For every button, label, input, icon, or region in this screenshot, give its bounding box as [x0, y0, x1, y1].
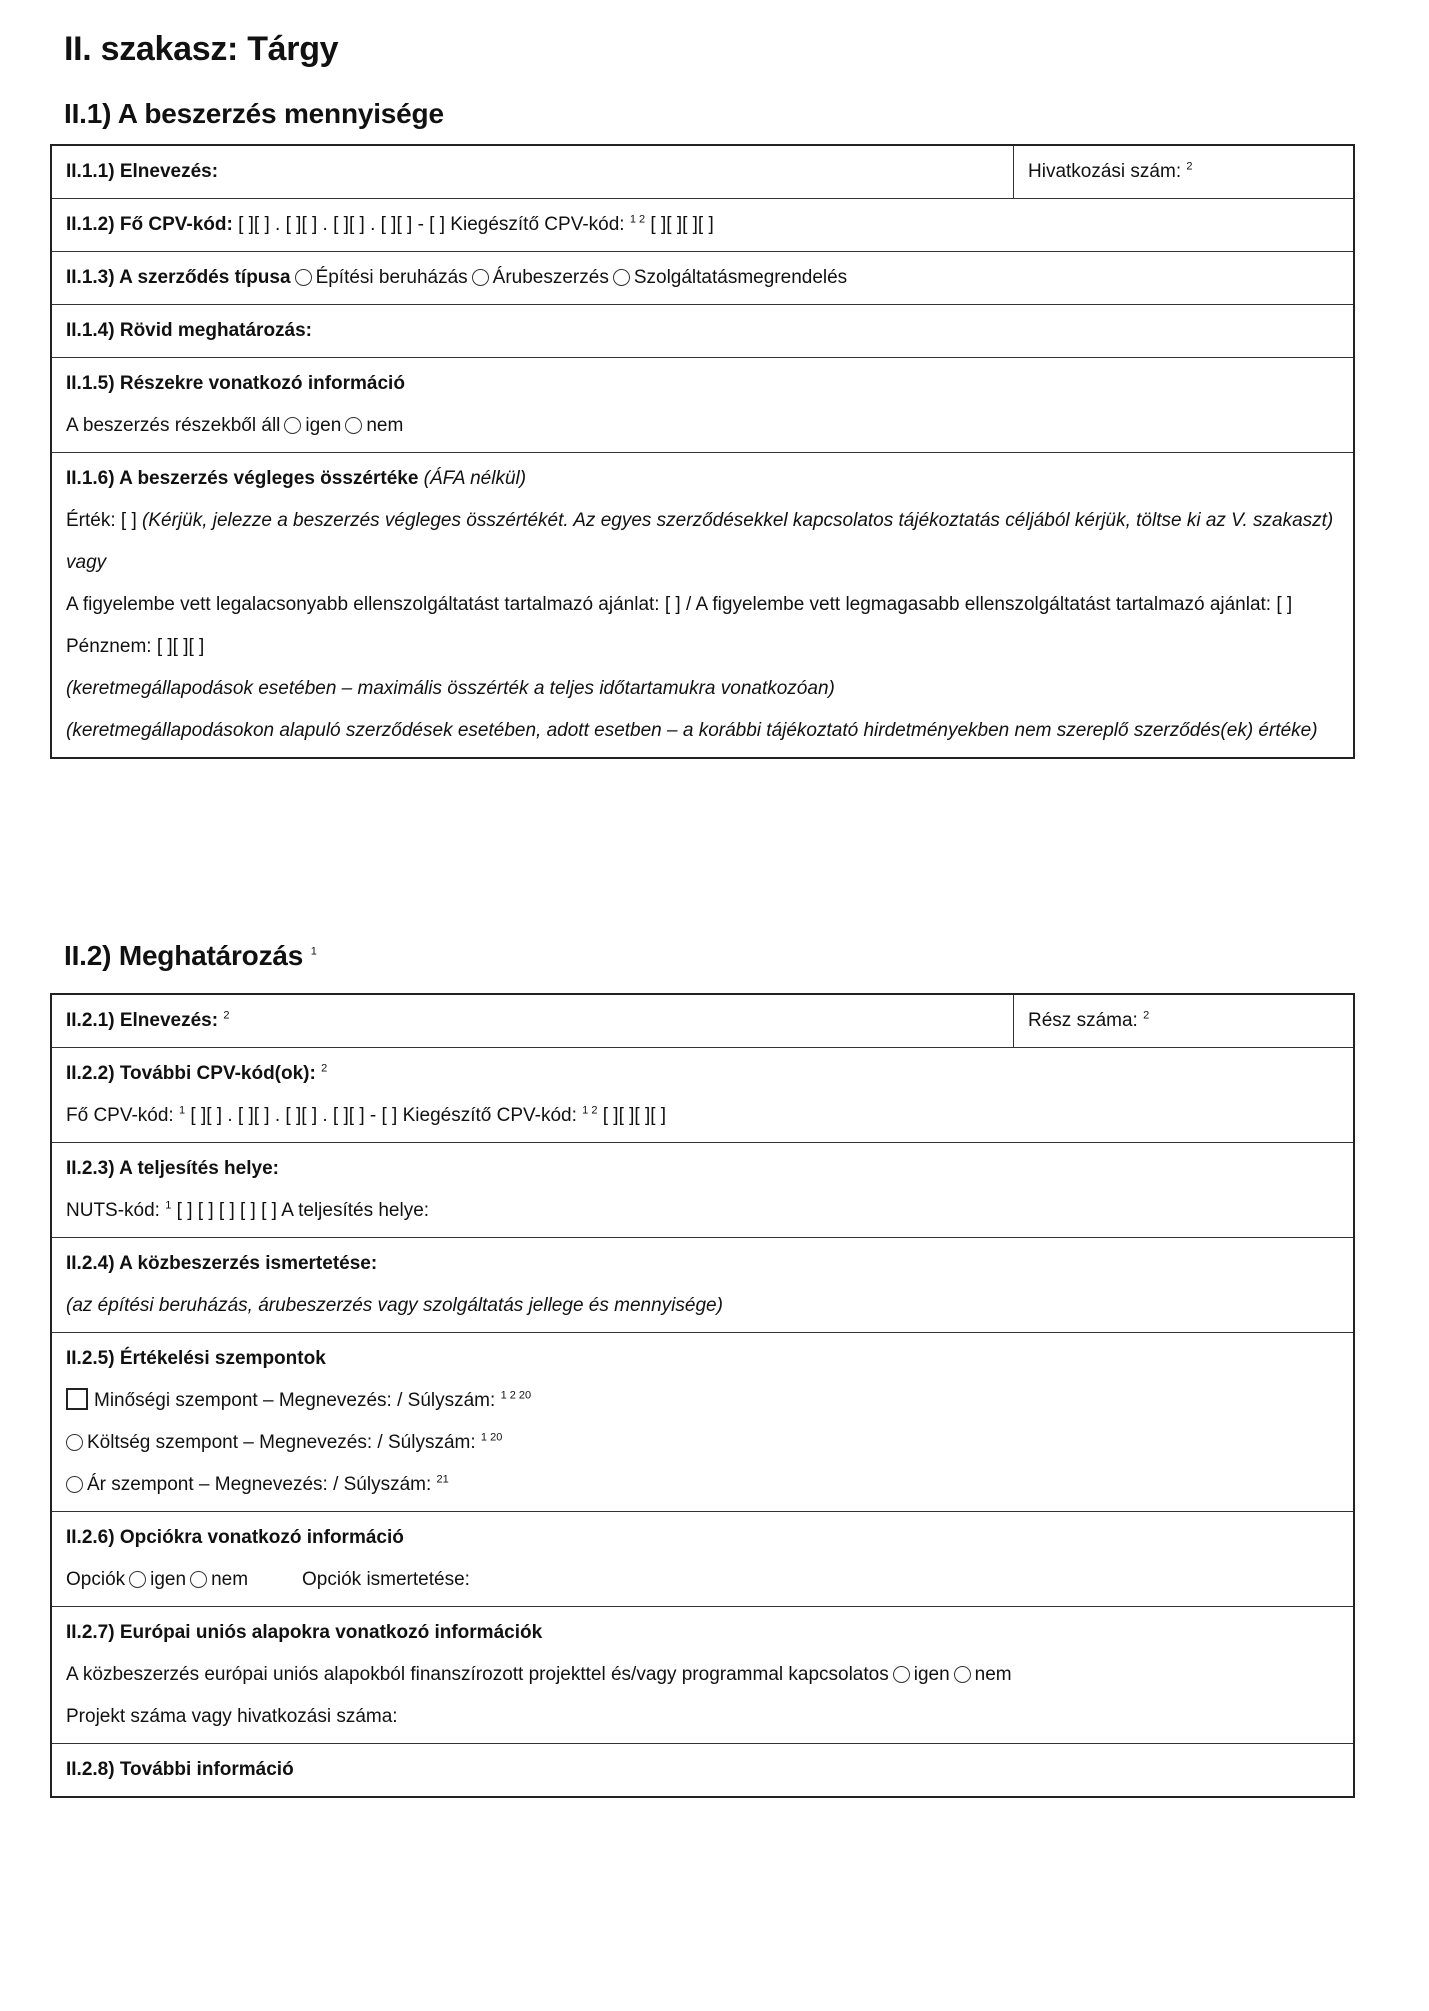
additional-info-label: II.2.8) További információ	[66, 1759, 294, 1780]
or-text: vagy	[66, 552, 107, 573]
main-cpv-code: [ ][ ] . [ ][ ] . [ ][ ] . [ ][ ] - [ ]	[238, 214, 446, 235]
lots-text: A beszerzés részekből áll	[66, 415, 281, 436]
option-services-label: Szolgáltatásmegrendelés	[633, 267, 848, 288]
eu-funds-label: II.2.7) Európai uniós alapokra vonatkozó információk	[66, 1622, 543, 1643]
table-quantity	[50, 144, 1355, 759]
radio-eu-yes[interactable]	[893, 1666, 910, 1683]
value-field: Érték: [ ]	[66, 510, 137, 531]
short-description-label: II.1.4) Rövid meghatározás:	[66, 320, 313, 341]
lot-number-label: Rész száma:	[1028, 1010, 1138, 1031]
contract-type-label: II.1.3) A szerződés típusa	[66, 267, 291, 288]
procurement-description-label: II.2.4) A közbeszerzés ismertetése:	[66, 1253, 378, 1274]
supp-cpv-code: [ ][ ][ ][ ]	[650, 214, 714, 235]
row-options: II.2.6) Opciókra vonatkozó információ Opciók igen nem Opciók ismertetése:	[52, 1511, 1353, 1606]
place-label: II.2.3) A teljesítés helye:	[66, 1158, 279, 1179]
row-award-criteria: II.2.5) Értékelési szempontok Minőségi szempont – Megnevezés: / Súlyszám: $^{1 2 20}$ Költség szempont – Megnevezés: / Súlyszám: $^{1 20}$ Ár szempont – Megnevezés: / Súlyszám: $^{21}$	[52, 1332, 1353, 1511]
radio-works[interactable]	[295, 269, 312, 286]
radio-options-yes[interactable]	[129, 1571, 146, 1588]
row-procurement-description: II.2.4) A közbeszerzés ismertetése: (az építési beruházás, árubeszerzés vagy szolgáltatás jellege és mennyisége)	[52, 1237, 1353, 1332]
row-cpv: II.1.2) Fő CPV-kód: [ ][ ] . [ ][ ] . [ ][ ] . [ ][ ] - [ ] Kiegészítő CPV-kód: $^{1 2}$ [ ][ ][ ][ ]	[52, 198, 1353, 251]
radio-price[interactable]	[66, 1476, 83, 1493]
radio-lots-yes[interactable]	[284, 417, 301, 434]
row-additional-cpv: II.2.2) További CPV-kód(ok): $^2$ Fő CPV-kód: $^1$ [ ][ ] . [ ][ ] . [ ][ ] . [ ][ ] - [ ] Kiegészítő CPV-kód: $^{1 2}$ [ ][ ][ ][ ]	[52, 1047, 1353, 1142]
heading-description: II.2) Meghatározás $^1$	[64, 940, 317, 971]
reference-number-label: Hivatkozási szám:	[1028, 161, 1182, 182]
row-total-value: II.1.6) A beszerzés végleges összértéke (ÁFA nélkül) Érték: [ ] (Kérjük, jelezze a beszerzés végleges összértékét. Az egyes szerződésekkel kapcsolatos tájékoztatás céljából kérjük, töltse ki az V. szakaszt) vagy A figyelembe vett legalacsonyabb ellenszolgáltatást tartalmazó ajánlat: [ ] / A figyelembe vett legmagasabb ellenszolgáltatást tartalmazó ajánlat: [ ] Pénznem: [ ][ ][ ] (keretmegállapodások esetében – maximális összérték a teljes időtartamukra vonatkozóan) (keretmegállapodásokon alapuló szerződések esetében, adott esetben – a korábbi tájékoztató hirdetményekben nem szereplő szerződés(ek) értéke)	[52, 452, 1353, 757]
table-description	[50, 993, 1355, 1798]
row-additional-info	[52, 1743, 1353, 1796]
field-title-label: II.1.1) Elnevezés:	[66, 161, 219, 182]
framework-note: (keretmegállapodások esetében – maximális összérték a teljes időtartamukra vonatkozóan)	[66, 678, 835, 699]
award-criteria-label: II.2.5) Értékelési szempontok	[66, 1348, 326, 1369]
row-lot-title: II.2.1) Elnevezés: $^2$ Rész száma: $^2$	[52, 995, 1353, 1047]
section-title: II. szakasz: Tárgy	[64, 30, 339, 68]
options-description-label: Opciók ismertetése:	[302, 1569, 470, 1590]
row-title: II.1.1) Elnevezés: Hivatkozási szám: $^2$	[52, 146, 1353, 198]
row-lots: II.1.5) Részekre vonatkozó információ A beszerzés részekből áll igen nem	[52, 357, 1353, 452]
supp-cpv-label: Kiegészítő CPV-kód:	[450, 214, 625, 235]
row-short-description	[52, 304, 1353, 357]
radio-options-no[interactable]	[190, 1571, 207, 1588]
radio-services[interactable]	[613, 269, 630, 286]
radio-supplies[interactable]	[472, 269, 489, 286]
checkbox-quality[interactable]	[66, 1388, 88, 1410]
radio-cost[interactable]	[66, 1434, 83, 1451]
row-contract-type	[52, 251, 1353, 304]
row-place: II.2.3) A teljesítés helye: NUTS-kód: $^1$ [ ] [ ] [ ] [ ] [ ] A teljesítés helye:	[52, 1142, 1353, 1237]
row-eu-funds: II.2.7) Európai uniós alapokra vonatkozó információk A közbeszerzés európai uniós alapokból finanszírozott projekttel és/vagy programmal kapcsolatos igen nem Projekt száma vagy hivatkozási száma:	[52, 1606, 1353, 1743]
value-range: A figyelembe vett legalacsonyabb ellenszolgáltatást tartalmazó ajánlat: [ ] / A figyelembe vett legmagasabb ellenszolgáltatást tartalmazó ajánlat: [ ]	[66, 594, 1293, 615]
radio-lots-no[interactable]	[345, 417, 362, 434]
options-label: II.2.6) Opciókra vonatkozó információ	[66, 1527, 404, 1548]
additional-cpv-label: II.2.2) További CPV-kód(ok):	[66, 1063, 316, 1084]
radio-eu-no[interactable]	[954, 1666, 971, 1683]
framework-contracts-note: (keretmegállapodásokon alapuló szerződések esetében, adott esetben – a korábbi tájékoztató hirdetményekben nem szereplő szerződés(ek) értéke)	[66, 720, 1318, 741]
project-number-label: Projekt száma vagy hivatkozási száma:	[66, 1706, 398, 1727]
lots-label: II.1.5) Részekre vonatkozó információ	[66, 373, 405, 394]
lot-title-label: II.2.1) Elnevezés:	[66, 1010, 219, 1031]
main-cpv-label: II.1.2) Fő CPV-kód:	[66, 214, 233, 235]
heading-quantity: II.1) A beszerzés mennyisége	[64, 98, 444, 129]
currency-field: Pénznem: [ ][ ][ ]	[66, 636, 205, 657]
option-works-label: Építési beruházás	[315, 267, 468, 288]
total-value-label: II.1.6) A beszerzés végleges összértéke	[66, 468, 419, 489]
option-supplies-label: Árubeszerzés	[492, 267, 609, 288]
